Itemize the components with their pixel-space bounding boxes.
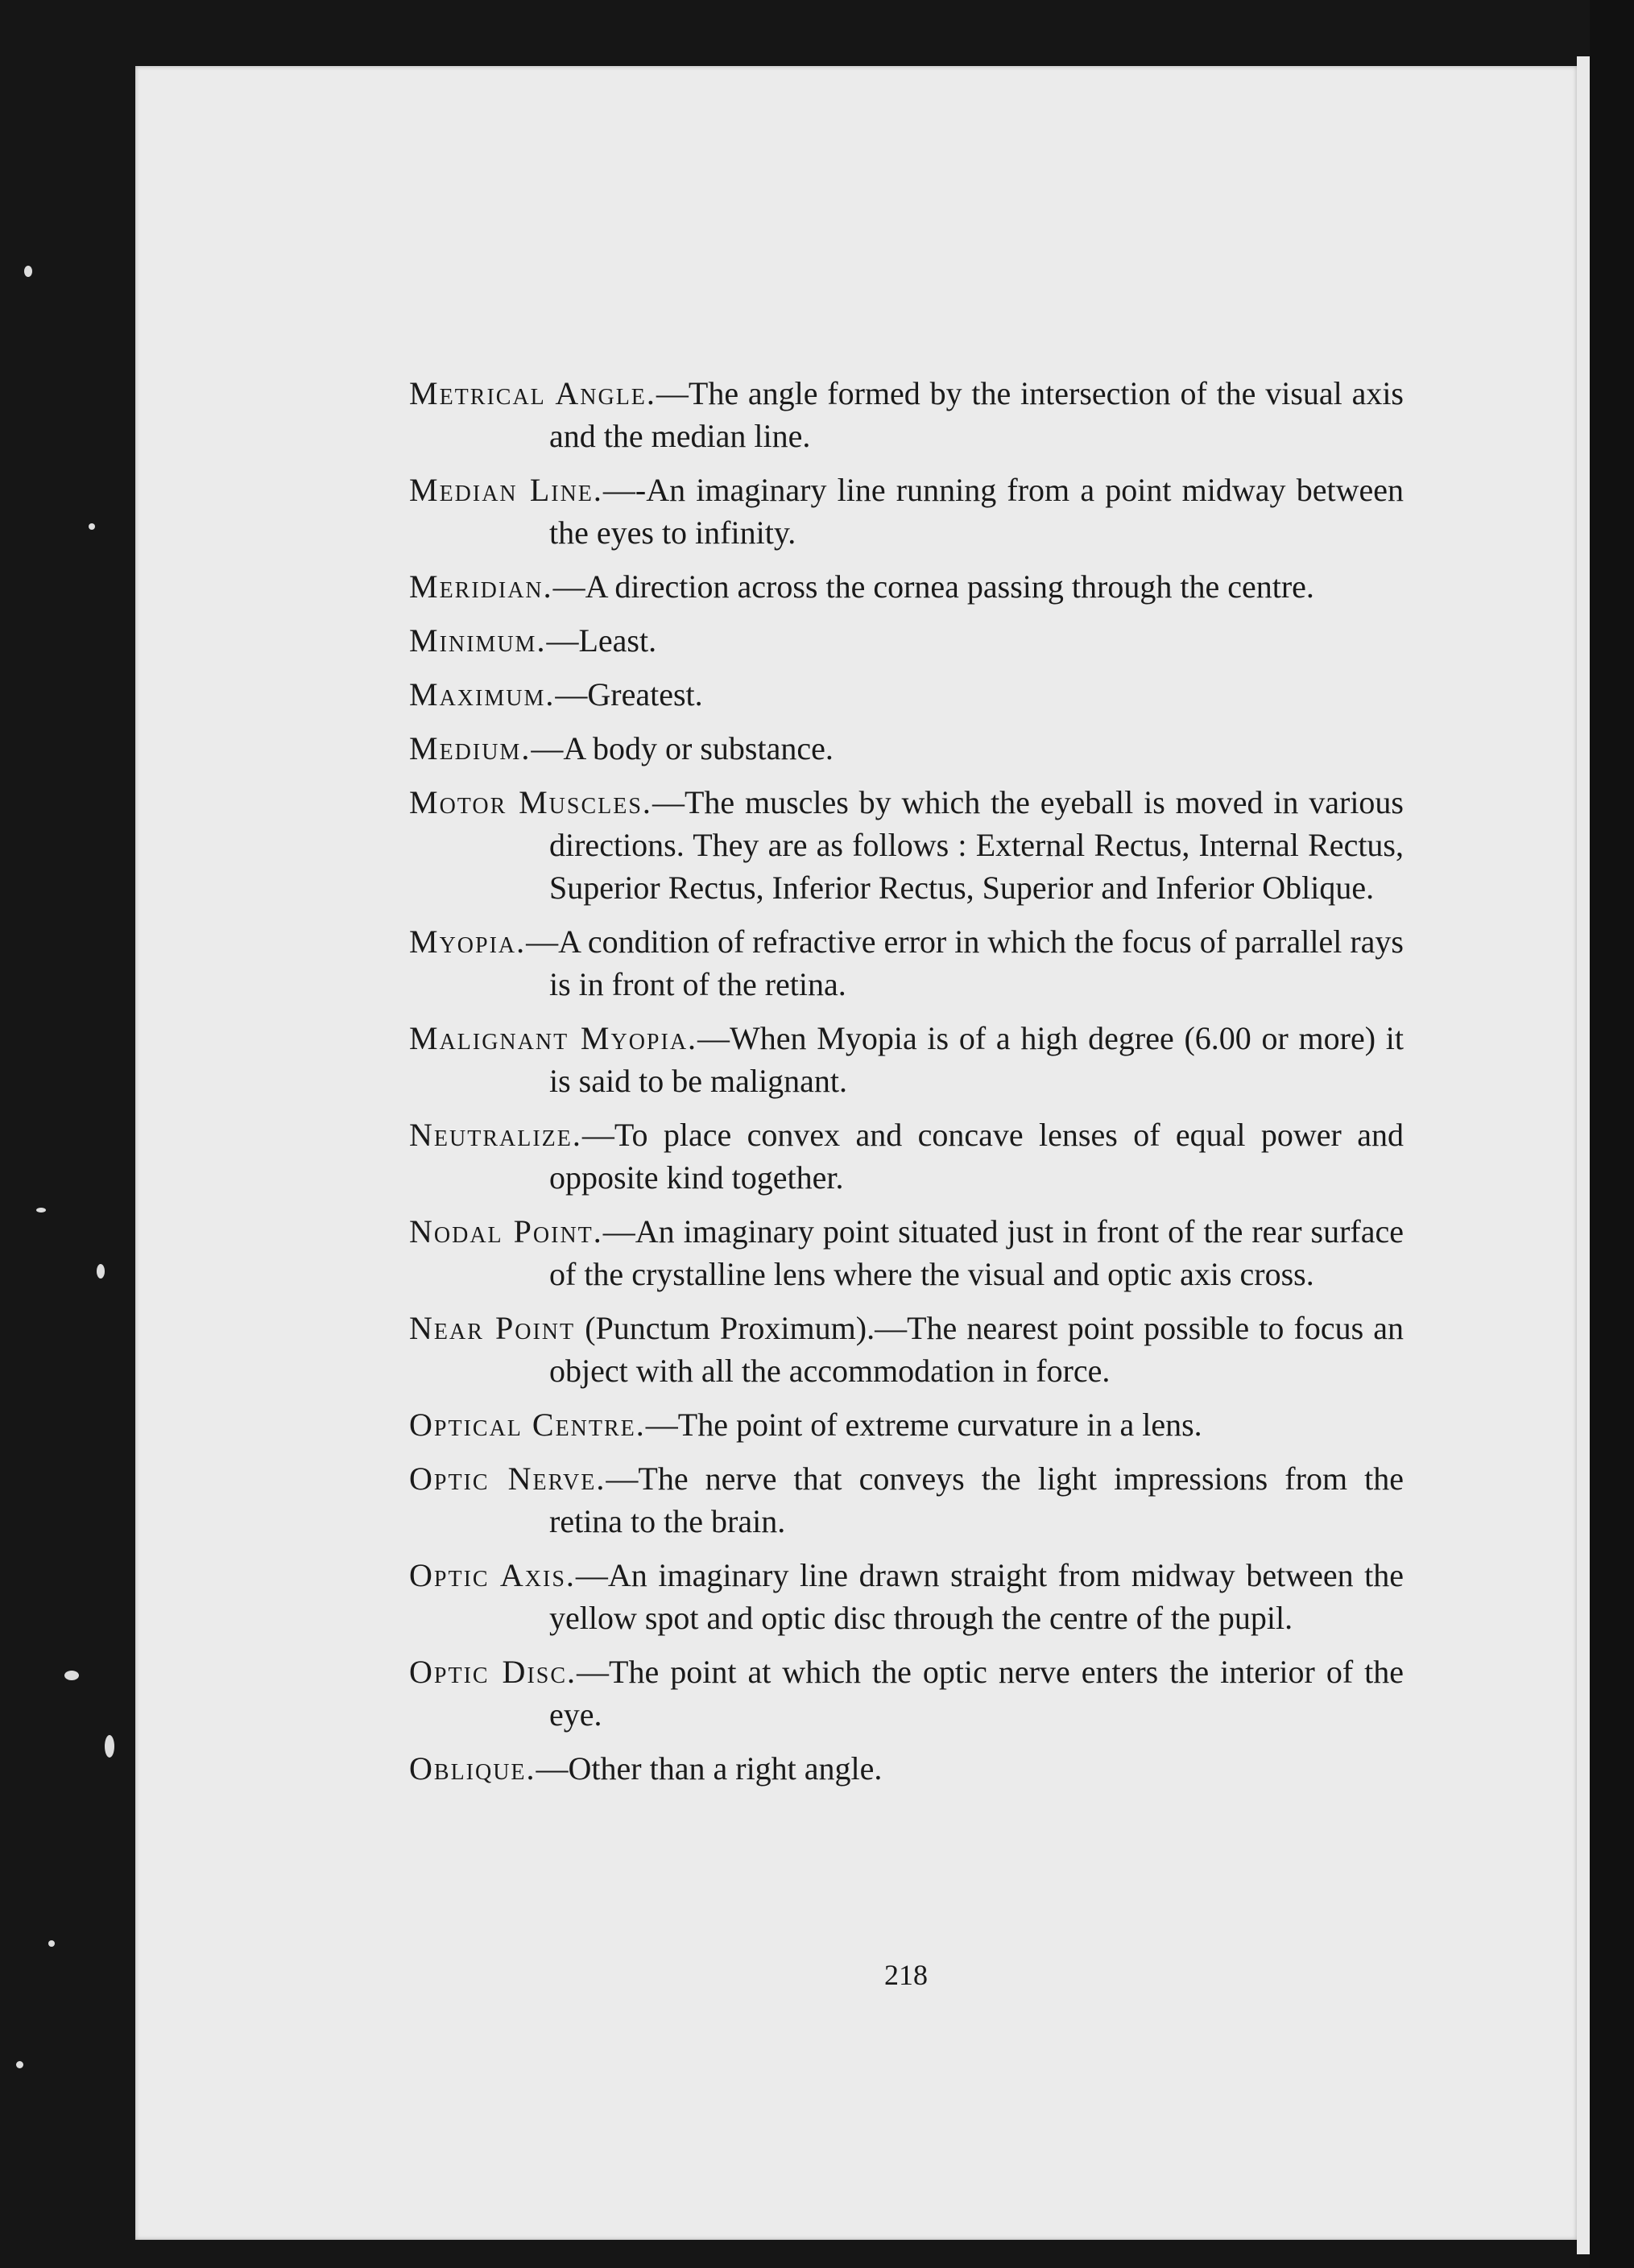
glossary-definition: —The angle formed by the intersection of the visual axis and the median line. <box>549 375 1404 454</box>
glossary-term: Metrical Angle. <box>409 375 656 411</box>
scan-speck <box>89 523 95 530</box>
glossary-definition: —A condition of refractive error in which the focus of parrallel rays is in front of the retina. <box>526 923 1404 1002</box>
page-number: 218 <box>884 1959 928 1991</box>
glossary-entry <box>409 565 1404 608</box>
glossary-definition: —When Myopia is of a high degree (6.00 or more) it is said to be malignant. <box>549 1020 1404 1099</box>
glossary-definition: —-An imaginary line running from a point midway between the eyes to infinity. <box>549 472 1404 551</box>
glossary-definition: —The muscles by which the eyeball is moved in various directions. They are as follows : External Rectus, Internal Rectus, Superior Rectus, Inferior Rectus, Superior and Inferior Oblique. <box>549 784 1404 906</box>
glossary-term: Medium. <box>409 730 532 766</box>
glossary-term: Optic Disc. <box>409 1654 577 1690</box>
glossary-entry <box>409 1554 1404 1639</box>
glossary-definition: —The point at which the optic nerve enters the interior of the eye. <box>549 1654 1404 1733</box>
glossary-entry <box>409 727 1404 770</box>
glossary-entry <box>409 372 1404 457</box>
glossary-definition: —An imaginary line drawn straight from midway between the yellow spot and optic disc through the centre of the pupil. <box>549 1557 1404 1636</box>
scan-speck <box>64 1671 79 1680</box>
glossary-entry <box>409 1403 1404 1446</box>
glossary-term: Oblique. <box>409 1750 536 1787</box>
glossary-definition: (Punctum Proximum).—The nearest point possible to focus an object with all the accommodation in force. <box>549 1310 1404 1389</box>
glossary-entry <box>409 1113 1404 1199</box>
scan-speck <box>24 266 32 277</box>
glossary-term: Motor Muscles. <box>409 784 652 820</box>
glossary-entry <box>409 619 1404 662</box>
scan-speck <box>97 1264 105 1279</box>
glossary-term: Malignant Myopia. <box>409 1020 698 1056</box>
glossary-term: Neutralize. <box>409 1117 582 1153</box>
glossary-definition: —Greatest. <box>555 676 703 713</box>
glossary-definition: —Other than a right angle. <box>536 1750 883 1787</box>
scan-speck <box>36 1208 46 1212</box>
glossary-definition: —The point of extreme curvature in a lens. <box>645 1407 1202 1443</box>
glossary-list <box>409 372 1404 1801</box>
glossary-definition: —A body or substance. <box>531 730 834 766</box>
glossary-entry <box>409 1017 1404 1102</box>
glossary-term: Median Line. <box>409 472 603 508</box>
glossary-entry <box>409 1210 1404 1295</box>
glossary-entry <box>409 781 1404 909</box>
glossary-entry <box>409 1307 1404 1392</box>
glossary-entry <box>409 673 1404 716</box>
glossary-definition: —A direction across the cornea passing through the centre. <box>552 568 1314 605</box>
glossary-entry <box>409 1650 1404 1736</box>
glossary-term: Meridian. <box>409 568 553 605</box>
glossary-entry <box>409 920 1404 1006</box>
glossary-term: Near Point <box>409 1310 576 1346</box>
glossary-definition: —An imaginary point situated just in front of the rear surface of the crystalline lens where the visual and optic axis cross. <box>549 1213 1404 1292</box>
glossary-term: Optic Nerve. <box>409 1460 606 1497</box>
glossary-entry <box>409 469 1404 554</box>
scan-speck <box>48 1940 55 1947</box>
glossary-term: Optical Centre. <box>409 1407 646 1443</box>
glossary-entry <box>409 1457 1404 1543</box>
glossary-term: Nodal Point. <box>409 1213 603 1250</box>
glossary-entry <box>409 1747 1404 1790</box>
glossary-definition: —Least. <box>546 622 657 659</box>
scan-margin-right <box>1590 0 1634 2268</box>
adjacent-page-edge <box>1577 56 1590 2254</box>
scan-speck <box>105 1735 114 1758</box>
glossary-definition: —To place convex and concave lenses of equal power and opposite kind together. <box>549 1117 1404 1196</box>
glossary-definition: —The nerve that conveys the light impressions from the retina to the brain. <box>549 1460 1404 1539</box>
glossary-term: Maximum. <box>409 676 556 713</box>
glossary-term: Optic Axis. <box>409 1557 576 1593</box>
glossary-term: Minimum. <box>409 622 547 659</box>
scan-speck <box>16 2061 23 2068</box>
glossary-term: Myopia. <box>409 923 527 960</box>
